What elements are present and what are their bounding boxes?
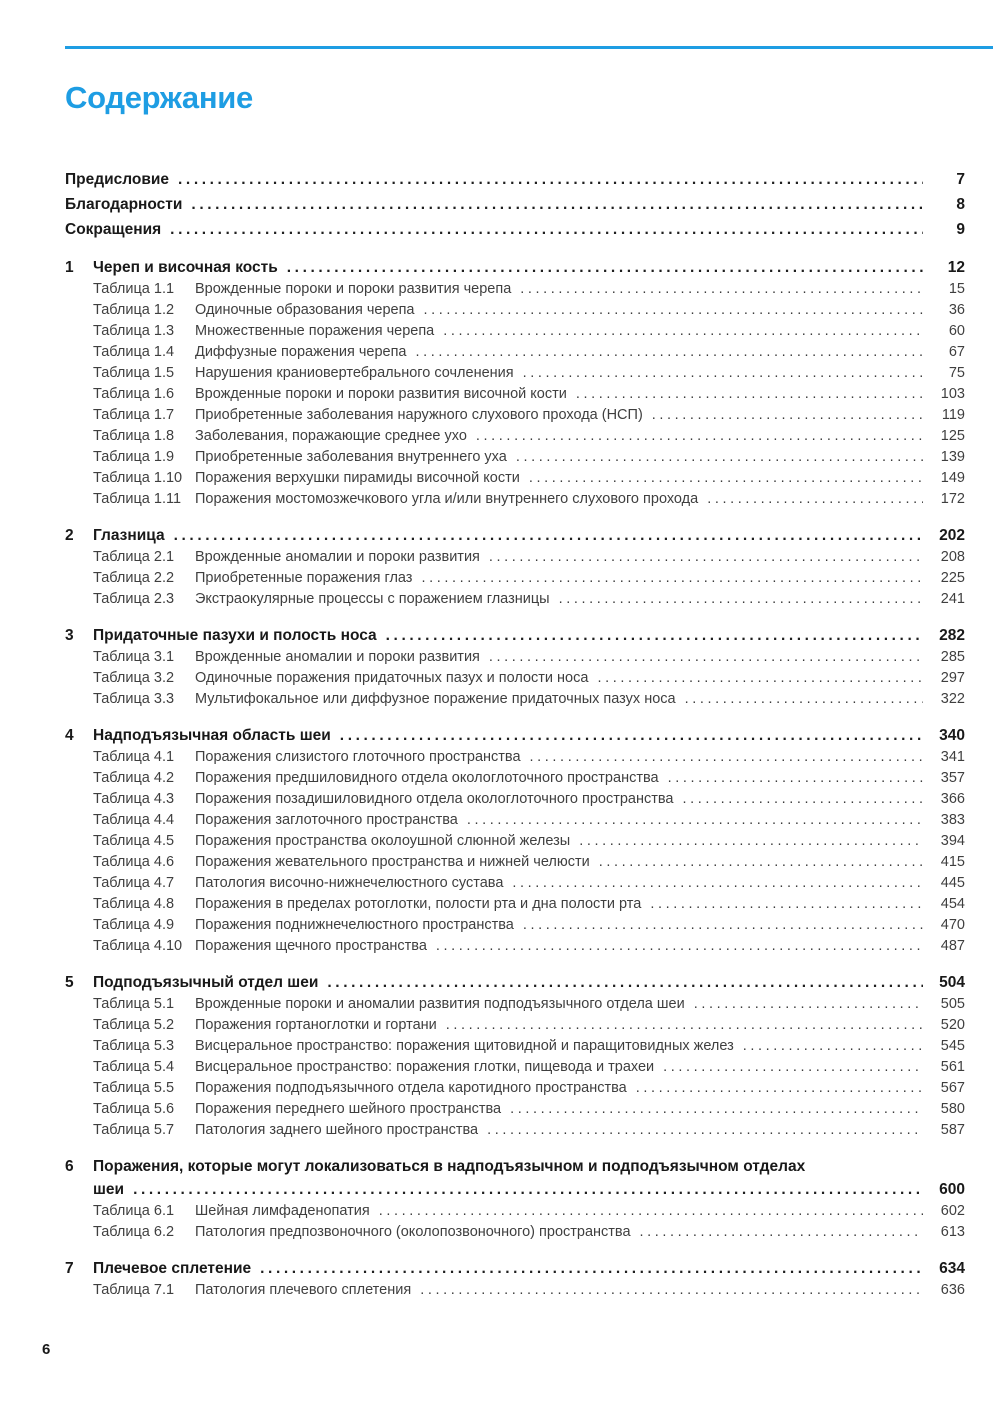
toc-table-row	[93, 1201, 965, 1222]
dot-leader	[436, 936, 923, 957]
table-page-number: 636	[940, 1282, 965, 1298]
page-title: Содержание	[65, 80, 253, 115]
table-title: Патология предпозвоночного (околопозвоночного) пространства	[195, 1224, 631, 1240]
front-matter-row	[65, 192, 965, 217]
table-title: Врожденные аномалии и пороки развития	[195, 549, 480, 565]
dot-leader	[416, 342, 924, 363]
chapter-number: 5	[65, 974, 74, 991]
chapter-tables	[65, 547, 965, 610]
dot-leader	[694, 994, 923, 1015]
table-title: Патология височно-нижнечелюстного сустава	[195, 875, 504, 891]
table-page-number: 445	[940, 875, 965, 891]
chapter-tables	[65, 279, 965, 510]
toc-table-row	[93, 873, 965, 894]
table-label: Таблица 1.1	[93, 281, 175, 297]
chapter-number: 6	[65, 1158, 74, 1175]
chapter-title: Придаточные пазухи и полость носа	[93, 627, 377, 644]
dot-leader	[386, 624, 923, 647]
table-label: Таблица 3.3	[93, 691, 175, 707]
dot-leader	[636, 1078, 923, 1099]
table-title: Патология заднего шейного пространства	[195, 1122, 479, 1138]
toc-table-row	[93, 747, 965, 768]
table-page-number: 415	[940, 854, 965, 870]
dot-leader	[650, 894, 923, 915]
chapter-row	[65, 624, 965, 647]
table-label: Таблица 6.2	[93, 1224, 175, 1240]
chapter-block	[65, 256, 965, 510]
chapter-block	[65, 1155, 965, 1243]
entry-label: Сокращения	[65, 221, 162, 238]
chapter-title: Надподъязычная область шеи	[93, 727, 331, 744]
chapter-tables	[65, 747, 965, 957]
dot-leader	[476, 426, 923, 447]
table-page-number: 587	[940, 1122, 965, 1138]
dot-leader	[489, 547, 923, 568]
table-label: Таблица 1.6	[93, 386, 175, 402]
table-label: Таблица 1.2	[93, 302, 175, 318]
chapter-page-number: 340	[939, 727, 965, 744]
toc-table-row	[93, 1280, 965, 1301]
dot-leader	[640, 1222, 923, 1243]
entry-label: Предисловие	[65, 171, 170, 188]
dot-leader	[191, 192, 923, 217]
toc-table-row	[93, 1057, 965, 1078]
entry-page-number: 8	[956, 196, 965, 213]
front-matter	[65, 167, 965, 242]
table-label: Таблица 1.7	[93, 407, 175, 423]
chapter-tables	[65, 647, 965, 710]
chapter-row	[65, 256, 965, 279]
table-title: Мультифокальное или диффузное поражение придаточных пазух носа	[195, 691, 676, 707]
table-label: Таблица 4.6	[93, 854, 175, 870]
toc-table-row	[93, 300, 965, 321]
chapter-number: 3	[65, 627, 74, 644]
dot-leader	[421, 568, 923, 589]
chapter-row	[65, 524, 965, 547]
table-title: Заболевания, поражающие среднее ухо	[195, 428, 467, 444]
chapter-block	[65, 1257, 965, 1301]
table-label: Таблица 4.4	[93, 812, 175, 828]
front-matter-row	[65, 217, 965, 242]
toc-page	[0, 46, 1000, 1414]
table-page-number: 567	[940, 1080, 965, 1096]
table-label: Таблица 4.10	[93, 938, 183, 954]
dot-leader	[510, 1099, 923, 1120]
table-label: Таблица 1.4	[93, 344, 175, 360]
toc-table-row	[93, 852, 965, 873]
chapter-number: 4	[65, 727, 74, 744]
table-page-number: 36	[948, 302, 965, 318]
dot-leader	[467, 810, 923, 831]
table-of-contents	[65, 167, 965, 1301]
chapter-block	[65, 624, 965, 710]
chapter-row-continuation	[65, 1178, 965, 1201]
dot-leader	[579, 831, 923, 852]
table-page-number: 505	[940, 996, 965, 1012]
table-page-number: 208	[940, 549, 965, 565]
dot-leader	[559, 589, 923, 610]
chapter-page-number: 202	[939, 527, 965, 544]
table-page-number: 561	[940, 1059, 965, 1075]
table-page-number: 139	[940, 449, 965, 465]
chapter-number: 1	[65, 259, 74, 276]
dot-leader	[520, 279, 923, 300]
toc-table-row	[93, 489, 965, 510]
table-title: Поражения щечного пространства	[195, 938, 427, 954]
table-label: Таблица 5.3	[93, 1038, 175, 1054]
table-label: Таблица 1.5	[93, 365, 175, 381]
table-title: Поражения подподъязычного отдела каротидного пространства	[195, 1080, 627, 1096]
table-page-number: 383	[940, 812, 965, 828]
table-label: Таблица 5.5	[93, 1080, 175, 1096]
table-title: Приобретенные заболевания наружного слухового прохода (НСП)	[195, 407, 643, 423]
table-title: Врожденные пороки и аномалии развития подподъязычного отдела шеи	[195, 996, 685, 1012]
chapter-row	[65, 1155, 965, 1178]
table-title: Поражения в пределах ротоглотки, полости рта и дна полости рта	[195, 896, 642, 912]
dot-leader	[516, 447, 923, 468]
table-label: Таблица 1.11	[93, 491, 182, 507]
dot-leader	[523, 363, 923, 384]
table-title: Поражения пространства околоушной слюнной железы	[195, 833, 571, 849]
toc-table-row	[93, 589, 965, 610]
chapter-title: Череп и височная кость	[93, 259, 278, 276]
table-title: Поражения переднего шейного пространства	[195, 1101, 502, 1117]
chapter-title: Поражения, которые могут локализоваться в надподъязычном и подподъязычном отделах	[93, 1158, 806, 1175]
chapter-page-number: 12	[947, 259, 965, 276]
chapter-block	[65, 524, 965, 610]
table-label: Таблица 1.10	[93, 470, 183, 486]
table-page-number: 545	[940, 1038, 965, 1054]
toc-table-row	[93, 384, 965, 405]
table-title: Врожденные пороки и пороки развития черепа	[195, 281, 512, 297]
table-label: Таблица 4.7	[93, 875, 175, 891]
table-label: Таблица 4.2	[93, 770, 175, 786]
table-title: Поражения гортаноглотки и гортани	[195, 1017, 437, 1033]
chapter-block	[65, 971, 965, 1141]
dot-leader	[530, 747, 923, 768]
dot-leader	[523, 915, 923, 936]
dot-leader	[597, 668, 923, 689]
chapter-page-number: 634	[939, 1260, 965, 1277]
dot-leader	[576, 384, 923, 405]
chapter-page-number: 504	[939, 974, 965, 991]
dot-leader	[133, 1178, 923, 1201]
table-label: Таблица 1.3	[93, 323, 175, 339]
dot-leader	[327, 971, 923, 994]
table-page-number: 613	[940, 1224, 965, 1240]
front-matter-row	[65, 167, 965, 192]
dot-leader	[599, 852, 923, 873]
table-title: Приобретенные заболевания внутреннего уха	[195, 449, 507, 465]
table-label: Таблица 2.1	[93, 549, 175, 565]
table-title: Экстраокулярные процессы с поражением глазницы	[195, 591, 550, 607]
table-page-number: 394	[940, 833, 965, 849]
table-label: Таблица 4.5	[93, 833, 175, 849]
chapter-title: шеи	[93, 1181, 125, 1198]
toc-table-row	[93, 1078, 965, 1099]
dot-leader	[340, 724, 923, 747]
table-title: Одиночные образования черепа	[195, 302, 415, 318]
toc-table-row	[93, 915, 965, 936]
chapter-row	[65, 1257, 965, 1280]
toc-table-row	[93, 1099, 965, 1120]
table-label: Таблица 4.1	[93, 749, 175, 765]
table-title: Поражения слизистого глоточного пространства	[195, 749, 521, 765]
table-title: Патология плечевого сплетения	[195, 1282, 412, 1298]
table-page-number: 67	[948, 344, 965, 360]
table-title: Поражения предшиловидного отдела окологлоточного пространства	[195, 770, 659, 786]
dot-leader	[489, 647, 923, 668]
table-page-number: 580	[940, 1101, 965, 1117]
table-label: Таблица 7.1	[93, 1282, 175, 1298]
table-title: Врожденные аномалии и пороки развития	[195, 649, 480, 665]
toc-table-row	[93, 768, 965, 789]
table-page-number: 297	[940, 670, 965, 686]
table-label: Таблица 4.3	[93, 791, 175, 807]
chapter-title: Глазница	[93, 527, 165, 544]
table-title: Поражения заглоточного пространства	[195, 812, 458, 828]
toc-table-row	[93, 668, 965, 689]
table-page-number: 470	[940, 917, 965, 933]
toc-table-row	[93, 831, 965, 852]
table-page-number: 357	[940, 770, 965, 786]
table-title: Висцеральное пространство: поражения щитовидной и паращитовидных желез	[195, 1038, 734, 1054]
table-page-number: 366	[940, 791, 965, 807]
dot-leader	[420, 1280, 923, 1301]
dot-leader	[287, 256, 923, 279]
toc-table-row	[93, 447, 965, 468]
table-label: Таблица 4.8	[93, 896, 175, 912]
table-title: Висцеральное пространство: поражения глотки, пищевода и трахеи	[195, 1059, 655, 1075]
dot-leader	[663, 1057, 923, 1078]
table-label: Таблица 3.1	[93, 649, 175, 665]
chapter-number: 2	[65, 527, 74, 544]
table-label: Таблица 4.9	[93, 917, 175, 933]
table-page-number: 487	[940, 938, 965, 954]
table-label: Таблица 5.1	[93, 996, 175, 1012]
table-label: Таблица 5.2	[93, 1017, 175, 1033]
table-page-number: 172	[940, 491, 965, 507]
dot-leader	[682, 789, 923, 810]
dot-leader	[487, 1120, 923, 1141]
dot-leader	[652, 405, 923, 426]
table-page-number: 520	[940, 1017, 965, 1033]
table-label: Таблица 1.9	[93, 449, 175, 465]
table-title: Множественные поражения черепа	[195, 323, 435, 339]
dot-leader	[174, 524, 923, 547]
table-page-number: 15	[948, 281, 965, 297]
table-title: Шейная лимфаденопатия	[195, 1203, 370, 1219]
dot-leader	[512, 873, 923, 894]
table-title: Поражения жевательного пространства и нижней челюсти	[195, 854, 590, 870]
table-page-number: 119	[941, 407, 965, 423]
chapter-page-number: 282	[939, 627, 965, 644]
table-label: Таблица 5.7	[93, 1122, 175, 1138]
table-title: Диффузные поражения черепа	[195, 344, 407, 360]
dot-leader	[446, 1015, 923, 1036]
entry-page-number: 9	[956, 221, 965, 238]
dot-leader	[260, 1257, 923, 1280]
chapter-page-number: 600	[939, 1181, 965, 1198]
toc-table-row	[93, 321, 965, 342]
toc-table-row	[93, 936, 965, 957]
toc-table-row	[93, 647, 965, 668]
toc-table-row	[93, 426, 965, 447]
dot-leader	[743, 1036, 923, 1057]
chapter-tables	[65, 1201, 965, 1243]
table-title: Нарушения краниовертебрального сочленения	[195, 365, 514, 381]
dot-leader	[424, 300, 924, 321]
table-title: Поражения позадишиловидного отдела окологлоточного пространства	[195, 791, 674, 807]
toc-table-row	[93, 568, 965, 589]
table-title: Одиночные поражения придаточных пазух и полости носа	[195, 670, 589, 686]
table-label: Таблица 2.2	[93, 570, 175, 586]
toc-table-row	[93, 468, 965, 489]
top-accent-rule	[65, 46, 993, 49]
toc-table-row	[93, 810, 965, 831]
table-page-number: 60	[948, 323, 965, 339]
table-page-number: 602	[940, 1203, 965, 1219]
table-page-number: 341	[940, 749, 965, 765]
chapter-title: Подподъязычный отдел шеи	[93, 974, 319, 991]
table-label: Таблица 3.2	[93, 670, 175, 686]
dot-leader	[707, 489, 923, 510]
toc-table-row	[93, 405, 965, 426]
dot-leader	[170, 217, 923, 242]
dot-leader	[379, 1201, 923, 1222]
table-page-number: 125	[940, 428, 965, 444]
chapter-title: Плечевое сплетение	[93, 1260, 252, 1277]
table-page-number: 454	[940, 896, 965, 912]
toc-table-row	[93, 1222, 965, 1243]
table-title: Поражения верхушки пирамиды височной кости	[195, 470, 520, 486]
table-page-number: 75	[948, 365, 965, 381]
toc-table-row	[93, 363, 965, 384]
table-page-number: 241	[940, 591, 965, 607]
chapter-tables	[65, 1280, 965, 1301]
chapter-number: 7	[65, 1260, 74, 1277]
table-page-number: 322	[940, 691, 965, 707]
table-page-number: 149	[940, 470, 965, 486]
toc-table-row	[93, 279, 965, 300]
dot-leader	[529, 468, 923, 489]
table-page-number: 225	[940, 570, 965, 586]
toc-table-row	[93, 547, 965, 568]
chapter-block	[65, 724, 965, 957]
table-label: Таблица 5.6	[93, 1101, 175, 1117]
dot-leader	[443, 321, 923, 342]
chapter-list	[65, 256, 965, 1301]
toc-table-row	[93, 789, 965, 810]
table-title: Приобретенные поражения глаз	[195, 570, 413, 586]
table-title: Поражения мостомозжечкового угла и/или внутреннего слухового прохода	[195, 491, 699, 507]
table-label: Таблица 5.4	[93, 1059, 175, 1075]
toc-table-row	[93, 1120, 965, 1141]
table-label: Таблица 1.8	[93, 428, 175, 444]
table-label: Таблица 6.1	[93, 1203, 175, 1219]
table-title: Врожденные пороки и пороки развития височной кости	[195, 386, 567, 402]
table-title: Поражения поднижнечелюстного пространства	[195, 917, 514, 933]
dot-leader	[668, 768, 923, 789]
table-page-number: 285	[940, 649, 965, 665]
toc-table-row	[93, 689, 965, 710]
toc-table-row	[93, 1015, 965, 1036]
footer-page-number: 6	[42, 1341, 51, 1358]
toc-table-row	[93, 342, 965, 363]
dot-leader	[685, 689, 923, 710]
toc-table-row	[93, 894, 965, 915]
toc-table-row	[93, 1036, 965, 1057]
chapter-tables	[65, 994, 965, 1141]
toc-table-row	[93, 994, 965, 1015]
table-page-number: 103	[940, 386, 965, 402]
chapter-row	[65, 724, 965, 747]
table-label: Таблица 2.3	[93, 591, 175, 607]
entry-page-number: 7	[956, 171, 965, 188]
chapter-row	[65, 971, 965, 994]
entry-label: Благодарности	[65, 196, 183, 213]
dot-leader	[178, 167, 923, 192]
